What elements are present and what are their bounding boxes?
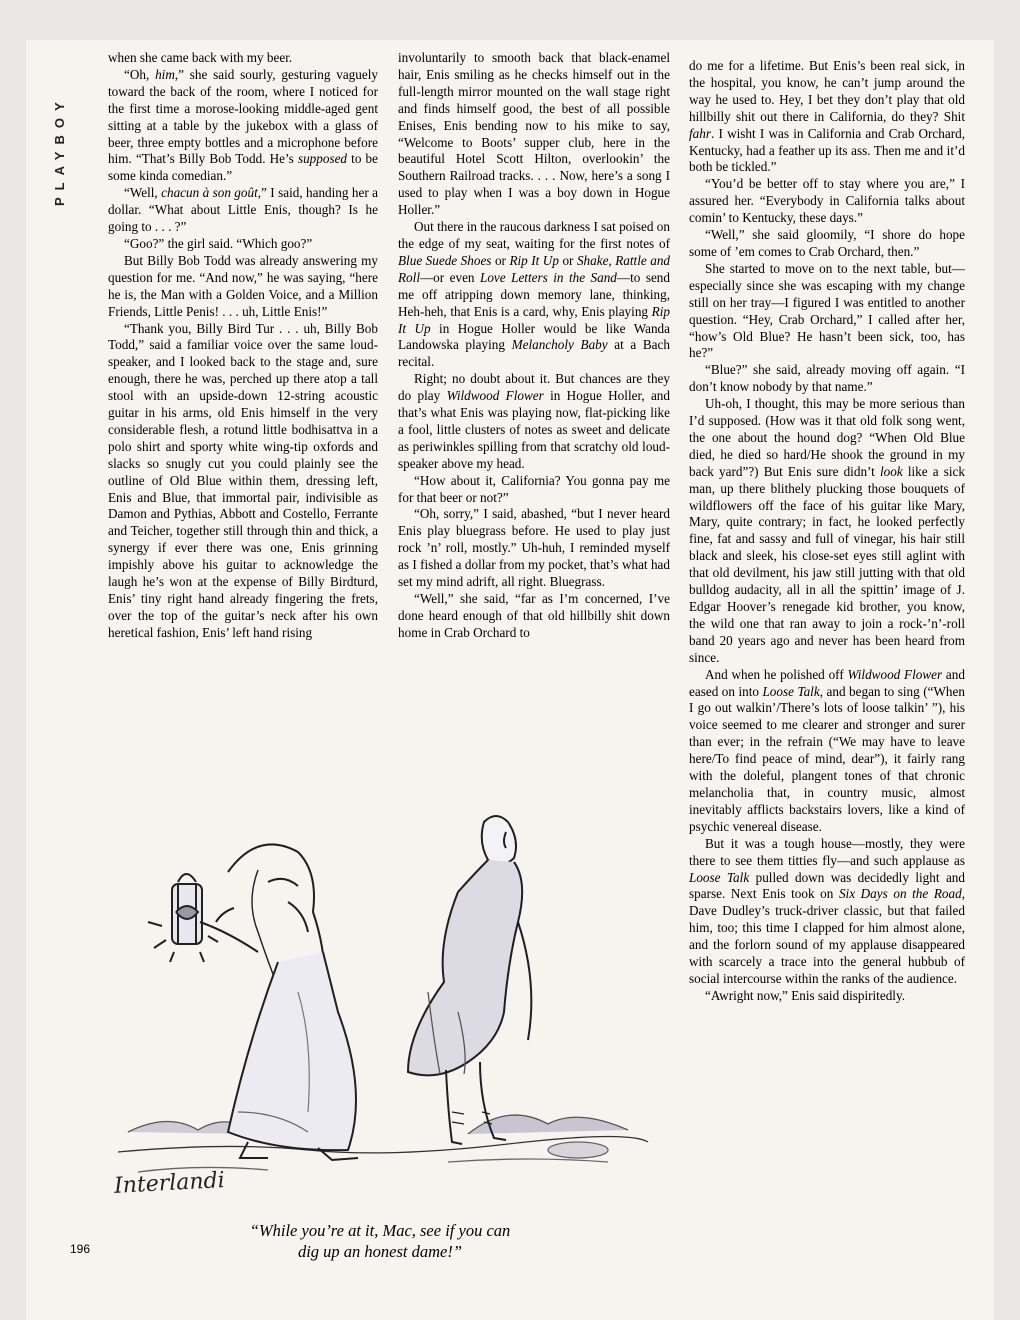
article-paragraph: “Well, chacun à son goût,” I said, handing her a dollar. “What about Little Enis, though? Is he going to . . . ?” (108, 185, 378, 235)
caption-line-2: dig up an honest dame!” (297, 1242, 463, 1261)
diogenes-figure-drawing (200, 844, 358, 1160)
page-number: 196 (70, 1242, 91, 1256)
text-column-2 (398, 50, 670, 642)
article-paragraph: “Goo?” the girl said. “Which goo?” (124, 235, 313, 251)
article-paragraph: Uh-oh, I thought, this may be more serious than I’d supposed. (How was it that old folk song went, the one about the hound dog? “When Old Blue died, he died so hard/He shook the ground in my back yard”?) But Enis sure didn’t look like a sick man, up there blithely plucking those bouquets of wildflowers off the face of his guitar like Mary, Mary, quite contrary; in fact, he looked perfectly fine, fat and sassy and full of vinegar, his hair still black and sleek, his close-set eyes still aglint with that old devilment, his jaw still jutting with that old bulldog audacity, all in all the spittin’ image of J. Edgar Hoover’s renegade kid brother, you know, the wild one that ran away to join a rock-’n’-roll band 20 years ago and never has been heard from since. (689, 396, 966, 665)
article-paragraph: “How about it, California? You gonna pay me for that beer or not?” (398, 472, 670, 505)
article-paragraph: “Thank you, Billy Bird Tur . . . uh, Billy Bob Todd,” said a familiar voice over the same loud-speaker, and I looked back to the stage and, sure enough, there he was, perched up there atop a tall stool with an upside-down 12-string acoustic guitar in his arms, old Enis himself in the very considerable flesh, a rotund little bodhisattva in a polo shirt and sporty white wing-tip oxfords and slacks so snugly cut you could plainly see the outline of Old Blue within them, dressing left, Enis and Blue, that immortal pair, indivisible as Damon and Pythias, Abbott and Costello, Ferrante and Teicher, together still through thin and thick, a synergy if ever there was one, Enis grinning impishly above his guitar to acknowledge the laugh he’s won at the expense of Billy Birdturd, Enis’ tiny right hand already fingering the frets, over the top of the guitar’s neck after his own heretical fashion, Enis’ left hand rising (108, 320, 378, 640)
article-paragraph: “Well,” she said gloomily, “I shore do hope some of ’em comes to Crab Orchard, then.” (689, 227, 965, 259)
ground-shading (118, 1115, 648, 1172)
article-paragraph: Out there in the raucous darkness I sat poised on the edge of my seat, waiting for the first notes of Blue Suede Shoes or Rip It Up or Shake, Rattle and Roll—or even Love Letters in the Sand—to send me off atripping down memory lane, thinking, Heh-heh, that Enis is a card, why, Enis playing Rip It Up in Hogue Holler would be like Wanda Landowska playing Melancholy Baby at a Bach recital. (398, 219, 671, 370)
article-paragraph: “Awright now,” Enis said dispiritedly. (705, 987, 905, 1003)
woman-figure-drawing (408, 816, 531, 1144)
article-paragraph: But it was a tough house—mostly, they were there to see them titties fly—and such applause as Loose Talk pulled down was decidedly light and sparse. Next Enis took on Six Days on the Road, Dave Dudley’s truck-driver classic, but that failed him, too; this time I clapped for him almost alone, and the forlorn sound of my applause disappeared with scarcely a trace into the general hubbub of social intercourse within the ranks of the audience. (689, 835, 965, 986)
article-paragraph: “Oh, him,” she said sourly, gesturing vaguely toward the back of the room, where I noticed for the first time a morose-looking middle-aged gent sitting at a table by the jukebox with a glass of beer, three empty bottles and a microphone before him. “That’s Billy Bob Todd. He’s supposed to be some kinda comedian.” (108, 66, 378, 184)
article-paragraph: “Oh, sorry,” I said, abashed, “but I never heard Enis play bluegrass before. He used to play just rock ’n’ roll, mostly.” Uh-huh, I reminded myself as I fished a dollar from my pocket, that’s what had set my mind adrift, all right. Bluegrass. (398, 506, 670, 590)
article-paragraph: But Billy Bob Todd was already answering my question for me. “And now,” he was saying, “here he is, the Man with a Golden Voice, and a Million Friends, Little Penis! . . . uh, Little Enis!” (108, 252, 378, 319)
lantern-drawing (148, 874, 218, 962)
magazine-side-title: PLAYBOY (52, 95, 67, 206)
text-column-1 (108, 50, 378, 642)
article-paragraph: involuntarily to smooth back that black-enamel hair, Enis smiling as he checks himself out in the full-length mirror mounted on the wall stage right and finds himself good, the best of all possible Enises, Enis bending now to his mike to say, “Welcome to Boots’ supper club, here in the beautiful Hotel Scott Hilton, overlookin’ the Southern Railroad tracks. . . . Now, here’s a song I used to play when I was a boy down in Hogue Holler.” (398, 50, 670, 218)
article-paragraph: “Blue?” she said, already moving off again. “I don’t know nobody by that name.” (689, 362, 965, 395)
article-paragraph: do me for a lifetime. But Enis’s been real sick, in the hospital, you know, he can’t jump around the way he used to. Hey, I bet they don’t play that old hillbilly shit out there in California, do they? Shit fahr. I wisht I was in California and Crab Orchard, Kentucky, had a feather up its ass. Then me and it’d both be tickled.” (689, 58, 965, 175)
article-paragraph: She started to move on to the next table, but—especially since she was escaping with my change still on her tray—I figured I was entitled to another question. “Hey, Crab Orchard,” I called after her, “how’s Old Blue? He hasn’t been sick, too, has he?” (689, 260, 965, 361)
article-paragraph: “You’d be better off to stay where you are,” I assured her. “Everybody in California talks about comin’ to Kentucky, these days.” (689, 176, 965, 226)
cartoonist-signature: Interlandi (113, 1168, 226, 1199)
text-column-3 (689, 58, 965, 1005)
caption-line-1: “While you’re at it, Mac, see if you can (249, 1221, 511, 1240)
cartoon-illustration (108, 812, 664, 1212)
cartoon-caption (180, 1220, 580, 1262)
article-paragraph: “Well,” she said, “far as I’m concerned, I’ve done heard enough of that old hillbilly shit down home in Crab Orchard to (398, 591, 670, 640)
article-paragraph: when she came back with my beer. (108, 50, 293, 65)
article-paragraph: Right; no doubt about it. But chances are they do play Wildwood Flower in Hogue Holler, and that’s what Enis was playing now, flat-picking like a fool, little clusters of notes as sweet and delicate as periwinkles spilling from that scratchy old loud-speaker above my head. (398, 371, 670, 471)
article-paragraph: And when he polished off Wildwood Flower and eased on into Loose Talk, and began to sing (“When I go out walkin’/There’s lots of loose talkin’ ”), his voice seemed to me clearer and stronger and surer than ever; in the refrain (“We may have to leave here/To find peace of mind, dear”), it fairly rang with the doleful, plangent tones of that chronic melancholia that, in country music, almost inevitably afflicts backstairs lovers, like a kind of psychic venereal disease. (689, 666, 965, 834)
